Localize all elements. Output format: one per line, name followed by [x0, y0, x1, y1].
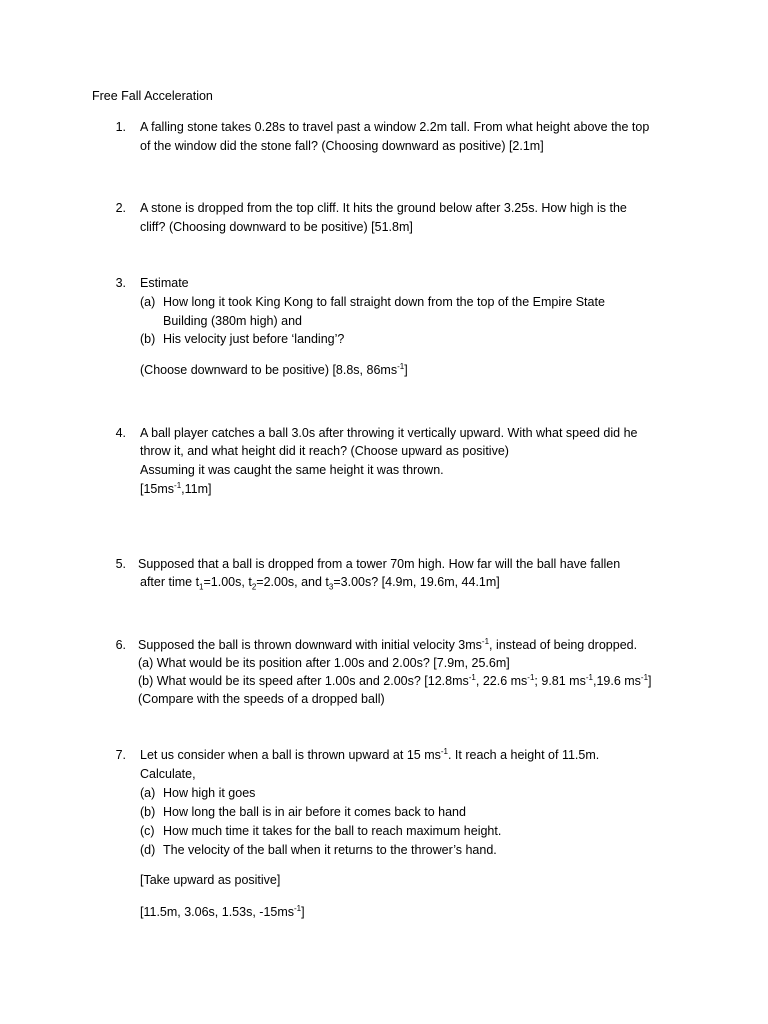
q3-number: 3. — [115, 276, 126, 290]
q5-line-1: Supposed that a ball is dropped from a tower 70m high. How far will the ball have fallen — [138, 557, 621, 571]
q2-line-2: cliff? (Choosing downward to be positive) [51.8m] — [140, 220, 413, 234]
q7-line-1: Let us consider when a ball is thrown upward at 15 $ms^{-1}$. It reach a height of 11.5m. — [140, 746, 600, 762]
q6-part-b: (b) What would be its speed after 1.00s and 2.00s? [$12.8ms^{-1}$, 22.6 $ms^{-1}$; 9.81 $ms^{-1},19.6$ $ms^{-1}$] — [138, 672, 652, 688]
page-title: Free Fall Acceleration — [92, 89, 213, 103]
q4-number: 4. — [115, 426, 126, 440]
q5-line-2: after time $t_1=1.00s$, $t_2=2.00s$, and $t_3=3.00s$? [4.9m, 19.6m, 44.1m] — [140, 575, 500, 592]
q7-c-label: (c) — [140, 824, 155, 838]
q4-line-3: Assuming it was caught the same height it was thrown. — [140, 463, 444, 477]
q3-line-1: Estimate — [140, 276, 189, 290]
q2-line-1: A stone is dropped from the top cliff. It hits the ground below after 3.25s. How high is the — [140, 201, 627, 215]
q6-part-c: (Compare with the speeds of a dropped ball) — [138, 692, 385, 706]
q5-number: 5. — [115, 557, 126, 571]
q1-line-1: A falling stone takes 0.28s to travel past a window 2.2m tall. From what height above the top — [140, 120, 650, 134]
q1-number: 1. — [115, 120, 126, 134]
q7-b-text: How long the ball is in air before it comes back to hand — [163, 805, 466, 819]
q3-a-label: (a) — [140, 295, 156, 309]
q6-line-1: Supposed the ball is thrown downward with initial velocity $3ms^{-1}$, instead of being dropped. — [138, 636, 638, 652]
q7-d-text: The velocity of the ball when it returns to the thrower’s hand. — [163, 843, 497, 857]
q7-a-text: How high it goes — [163, 786, 256, 800]
q4-line-1: A ball player catches a ball 3.0s after throwing it vertically upward. With what speed did he — [140, 426, 638, 440]
q1-line-2: of the window did the stone fall? (Choosing downward as positive) [2.1m] — [140, 139, 544, 153]
q7-number: 7. — [115, 748, 126, 762]
q3-answer: (Choose downward to be positive) [8.8s, $86ms^{-1}$] — [140, 361, 408, 377]
q7-b-label: (b) — [140, 805, 156, 819]
q7-d-label: (d) — [140, 843, 156, 857]
q7-a-label: (a) — [140, 786, 156, 800]
q7-note: [Take upward as positive] — [140, 873, 281, 887]
q3-b-label: (b) — [140, 332, 156, 346]
q3-b-line-1: His velocity just before ‘landing’? — [163, 332, 345, 346]
q3-a-line-2: Building (380m high) and — [163, 314, 302, 328]
q4-answer: $[15ms^{-1},11m]$ — [140, 480, 212, 496]
q7-line-2: Calculate, — [140, 767, 196, 781]
q2-number: 2. — [115, 201, 126, 215]
q3-a-line-1: How long it took King Kong to fall straight down from the top of the Empire State — [163, 295, 605, 309]
q7-c-text: How much time it takes for the ball to reach maximum height. — [163, 824, 502, 838]
q6-part-a: (a) What would be its position after 1.00s and 2.00s? [7.9m, 25.6m] — [138, 656, 510, 670]
q4-line-2: throw it, and what height did it reach? (Choose upward as positive) — [140, 444, 509, 458]
q6-number: 6. — [115, 638, 126, 652]
q7-answer: [11.5m, 3.06s, 1.53s, $-15ms^{-1}$] — [140, 903, 305, 919]
